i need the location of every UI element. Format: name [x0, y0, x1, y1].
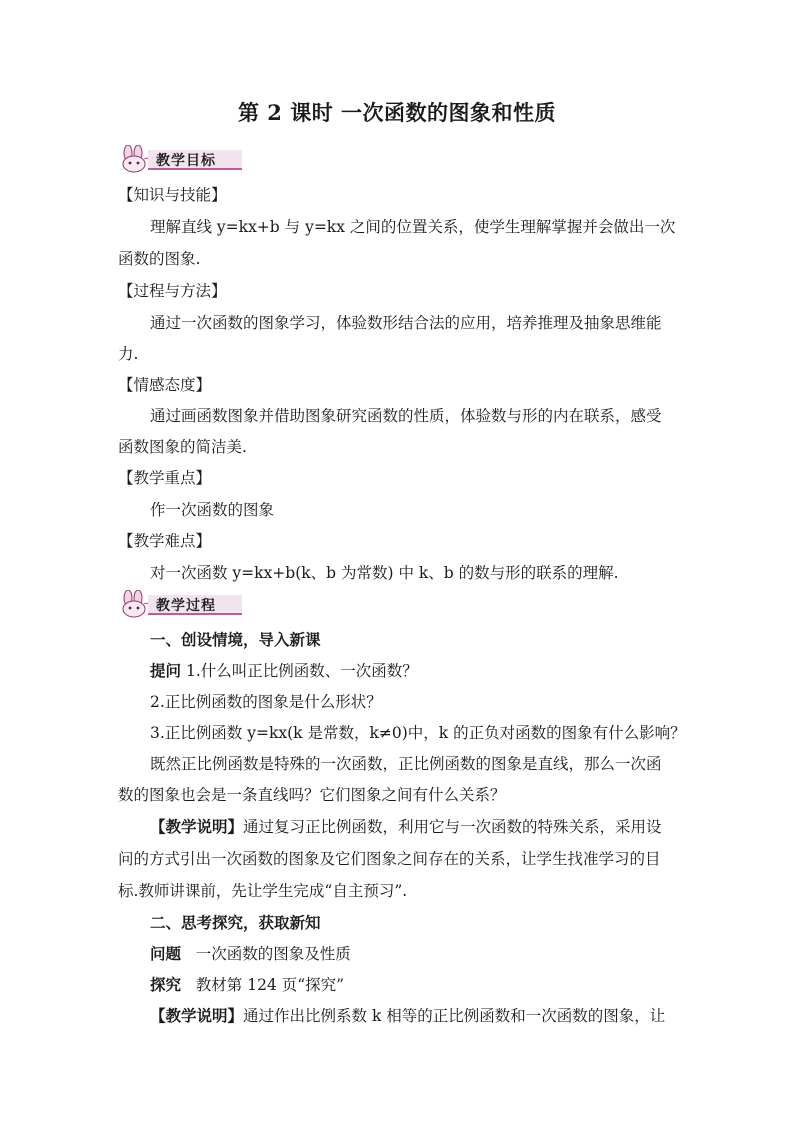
bunny-icon: [118, 145, 152, 173]
section-label: 教学过程: [156, 598, 216, 614]
question-line-3: 3.正比例函数 y=kx(k 是常数，k≠0)中，k 的正负对函数的图象有什么影响？: [150, 724, 686, 742]
paragraph1-line-1: 既然正比例函数是特殊的一次函数，正比例函数的图象是直线，那么一次函: [150, 755, 662, 773]
explore-text: 教材第 124 页“探究”: [195, 976, 345, 994]
problem-line: [150, 942, 351, 964]
note1-text-1: 通过复习正比例函数，利用它与一次函数的特殊关系，采用设: [243, 818, 662, 836]
key-point-line: 作一次函数的图象: [150, 501, 275, 519]
note1-line-1: [150, 815, 662, 837]
knowledge-line-2: 函数的图象.: [118, 250, 201, 268]
method-line-1: 通过一次函数的图象学习，体验数形结合法的应用，培养推理及抽象思维能: [150, 314, 662, 332]
question-line-1: [150, 659, 418, 681]
note2-line-1: [150, 1004, 665, 1026]
knowledge-heading: 【知识与技能】: [118, 186, 227, 204]
note1-line-2: 问的方式引出一次函数的图象及它们图象之间存在的关系，让学生找准学习的目: [118, 850, 661, 868]
knowledge-line-1: 理解直线 y=kx+b 与 y=kx 之间的位置关系，使学生理解掌握并会做出一次: [150, 218, 676, 236]
question-line-2: 2.正比例函数的图象是什么形状？: [150, 693, 382, 711]
difficult-point-line: 对一次函数 y=kx+b(k、b 为常数) 中 k、b 的数与形的联系的理解.: [150, 564, 619, 582]
note1-line-3: 标.教师讲课前，先让学生完成“自主预习”.: [118, 882, 408, 900]
section-label: 教学目标: [156, 153, 216, 169]
paragraph1-line-2: 数的图象也会是一条直线吗？它们图象之间有什么关系？: [118, 786, 506, 804]
method-line-2: 力.: [118, 345, 139, 363]
attitude-heading: 【情感态度】: [118, 376, 212, 394]
method-heading: 【过程与方法】: [118, 282, 227, 300]
key-point-heading: 【教学重点】: [118, 469, 212, 487]
attitude-line-1: 通过画函数图象并借助图象研究函数的性质，体验数与形的内在联系，感受: [150, 407, 662, 425]
note2-text-1: 通过作出比例系数 k 相等的正比例函数和一次函数的图象，让: [243, 1007, 666, 1025]
question-label: 提问: [150, 661, 182, 680]
page-title: 第 2 课时 一次函数的图象和性质: [237, 100, 557, 125]
part2-heading: 二、思考探究，获取新知: [150, 913, 321, 932]
explore-label: 探究: [150, 975, 182, 994]
part1-heading: 一、创设情境，导入新课: [150, 630, 321, 649]
problem-label: 问题: [150, 944, 182, 963]
section-header-goals: [118, 145, 248, 173]
difficult-point-heading: 【教学难点】: [118, 532, 212, 550]
question-1-text: 1.什么叫正比例函数、一次函数？: [185, 662, 418, 680]
bunny-icon: [118, 590, 152, 618]
problem-text: 一次函数的图象及性质: [195, 945, 351, 963]
attitude-line-2: 函数图象的简洁美.: [118, 438, 247, 456]
section-header-process: [118, 590, 248, 618]
note1-label: 【教学说明】: [150, 817, 244, 836]
note2-label: 【教学说明】: [150, 1006, 244, 1025]
explore-line: [150, 973, 344, 995]
